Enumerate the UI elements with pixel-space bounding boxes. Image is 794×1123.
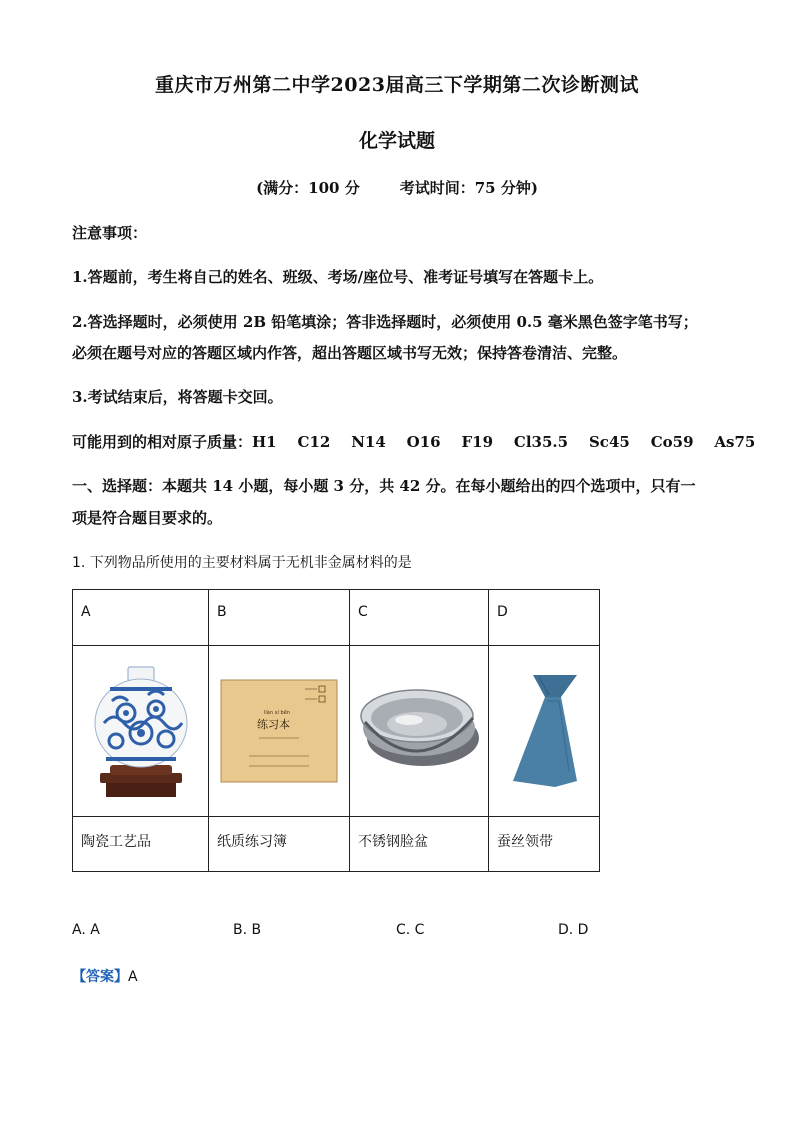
book-pinyin: liàn xí běn [264, 710, 290, 716]
answer-tag: 【答案】 [72, 969, 128, 985]
section-heading-line1: 一、选择题：本题共 14 小题，每小题 3 分，共 42 分。在每小题给出的四个选项中，只有一 [72, 477, 696, 495]
options-caption-row [73, 817, 600, 872]
page-title: 重庆市万州第二中学2023届高三下学期第二次诊断测试 [155, 74, 639, 96]
silk-tie-icon [499, 671, 589, 791]
steel-basin-icon [357, 676, 482, 786]
exam-time: 考试时间：75 分钟) [399, 179, 538, 197]
porcelain-vase-icon [86, 661, 196, 801]
option-letter-d: D [497, 604, 508, 620]
question-1-stem: 1. 下列物品所使用的主要材料属于无机非金属材料的是 [72, 555, 412, 571]
atomic-masses: 可能用到的相对原子质量：H1 C12 N14 O16 F19 Cl35.5 Sc45 Co59 As75 [72, 433, 756, 451]
choice-a[interactable]: A. A [72, 922, 100, 938]
option-caption-b: 纸质练习簿 [217, 834, 287, 850]
answer-value: A [128, 969, 138, 985]
notice-heading: 注意事项： [72, 224, 148, 242]
options-table [72, 589, 600, 872]
option-letter-a: A [81, 604, 91, 620]
exam-meta [0, 177, 794, 198]
option-caption-d: 蚕丝领带 [497, 834, 553, 850]
notice-item-2-line2: 必须在题号对应的答题区域内作答，超出答题区域书写无效；保持答卷清洁、完整。 [72, 344, 628, 362]
choice-c[interactable]: C. C [396, 922, 425, 938]
notice-item-1: 1.答题前，考生将自己的姓名、班级、考场/座位号、准考证号填写在答题卡上。 [72, 268, 604, 286]
option-letter-c: C [358, 604, 368, 620]
option-letter-b: B [217, 604, 227, 620]
choice-d[interactable]: D. D [558, 922, 589, 938]
option-caption-c: 不锈钢脸盆 [358, 834, 428, 850]
full-score: (满分：100 分 [256, 179, 360, 197]
notice-item-3: 3.考试结束后，将答题卡交回。 [72, 388, 283, 406]
exercise-book-icon [219, 676, 339, 786]
options-image-row [73, 646, 600, 817]
options-header-row [73, 590, 600, 646]
choice-b[interactable]: B. B [233, 922, 262, 938]
option-caption-a: 陶瓷工艺品 [81, 834, 151, 850]
book-title: 练习本 [257, 718, 290, 731]
section-heading-line2: 项是符合题目要求的。 [72, 509, 223, 527]
page-subtitle: 化学试题 [358, 130, 435, 152]
answer-line [72, 966, 138, 986]
notice-item-2-line1: 2.答选择题时，必须使用 2B 铅笔填涂；答非选择题时，必须使用 0.5 毫米黑色签字笔书写； [72, 313, 698, 331]
